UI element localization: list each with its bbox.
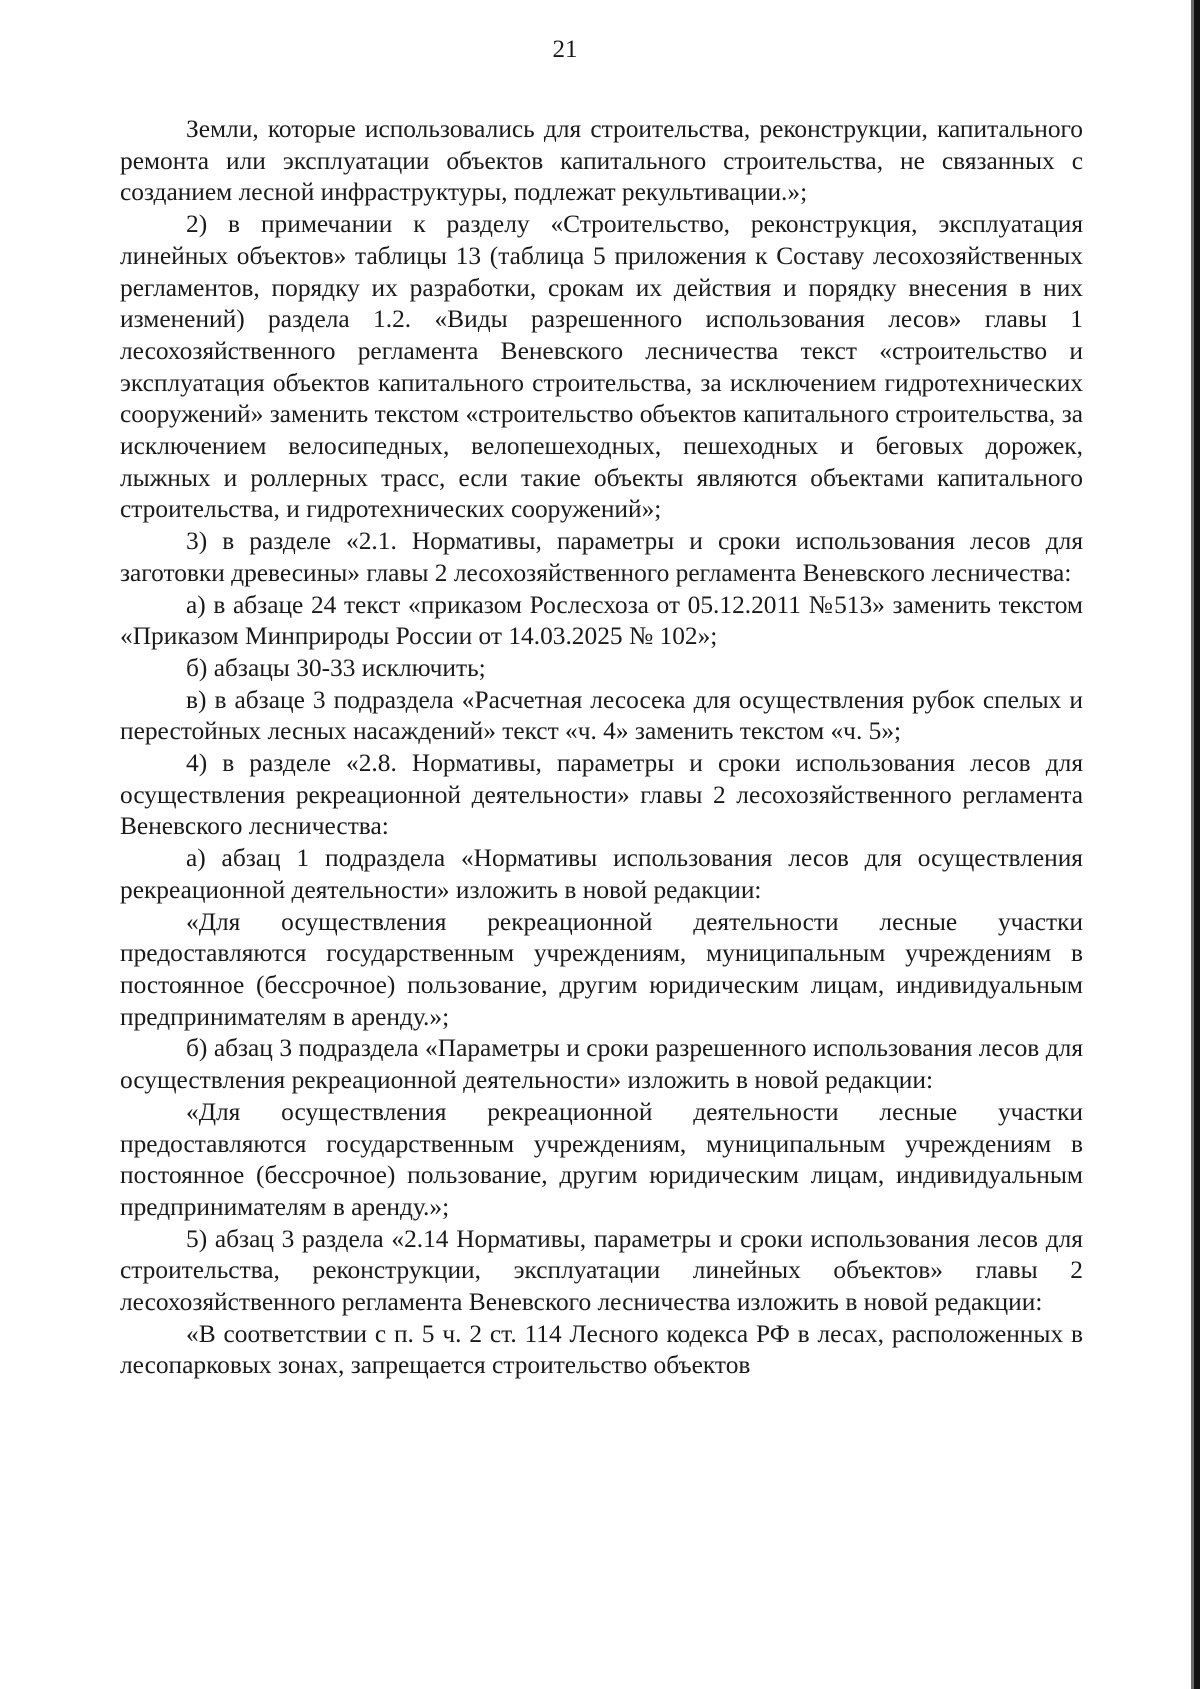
paragraph: 3) в разделе «2.1. Нормативы, параметры и сроки использования лесов для заготовки древесины» главы 2 лесохозяйственного регламента Веневского лесничества: (120, 527, 1083, 587)
paragraph: 5) абзац 3 раздела «2.14 Нормативы, параметры и сроки использования лесов для строительства, реконструкции, эксплуатации линейных объектов» главы 2 лесохозяйственного регламента Веневского лесничества изложить в новой редакции: (120, 1224, 1083, 1317)
quoted-paragraph: «Для осуществления рекреационной деятельности лесные участки предоставляются государственным учреждениям, муниципальным учреждениям в постоянное (бессрочное) пользование, другим юридическим лицам, индивидуальным предпринимателям в аренду.»; (120, 1097, 1083, 1221)
scan-edge (1194, 0, 1200, 1689)
paragraph: 2) в примечании к разделу «Строительство, реконструкция, эксплуатация линейных объектов» таблицы 13 (таблица 5 приложения к Составу лесохозяйственных регламентов, порядку их разработки, срокам их действия и порядку внесения в них изменений) раздела 1.2. «Виды разрешенного использования лесов» главы 1 лесохозяйственного регламента Веневского лесничества текст «строительство и эксплуатация объектов капитального строительства, за исключением гидротехнических сооружений» заменить текстом «строительство объектов капитального строительства, за исключением велосипедных, велопешеходных, пешеходных и беговых дорожек, лыжных и роллерных трасс, если такие объекты являются объектами капитального строительства, и гидротехнических сооружений»; (120, 210, 1083, 524)
page-number: 21 (552, 36, 578, 63)
quoted-paragraph: «В соответствии с п. 5 ч. 2 ст. 114 Лесного кодекса РФ в лесах, расположенных в лесопарковых зонах, запрещается строительство объектов (120, 1319, 1083, 1380)
paragraph: 4) в разделе «2.8. Нормативы, параметры и сроки использования лесов для осуществления рекреационной деятельности» главы 2 лесохозяйственного регламента Веневского лесничества: (120, 749, 1083, 841)
paragraph: а) в абзаце 24 текст «приказом Рослесхоза от 05.12.2011 №513» заменить текстом «Приказом Минприроды России от 14.03.2025 № 102»; (120, 590, 1083, 651)
paragraph: в) в абзаце 3 подраздела «Расчетная лесосека для осуществления рубок спелых и перестойных лесных насаждений» текст «ч. 4» заменить текстом «ч. 5»; (120, 685, 1083, 746)
paragraph: а) абзац 1 подраздела «Нормативы использования лесов для осуществления рекреационной деятельности» изложить в новой редакции: (120, 844, 1083, 904)
document-body (120, 114, 1083, 1382)
paragraph: б) абзац 3 подраздела «Параметры и сроки разрешенного использования лесов для осуществления рекреационной деятельности» изложить в новой редакции: (120, 1034, 1083, 1095)
quoted-paragraph: «Для осуществления рекреационной деятельности лесные участки предоставляются государственным учреждениям, муниципальным учреждениям в постоянное (бессрочное) пользование, другим юридическим лицам, индивидуальным предпринимателям в аренду.»; (120, 907, 1083, 1031)
paragraph: Земли, которые использовались для строительства, реконструкции, капитального ремонта или эксплуатации объектов капитального строительства, не связанных с созданием лесной инфраструктуры, подлежат рекультивации.»; (120, 115, 1083, 207)
paragraph: б) абзацы 30-33 исключить; (186, 653, 486, 682)
